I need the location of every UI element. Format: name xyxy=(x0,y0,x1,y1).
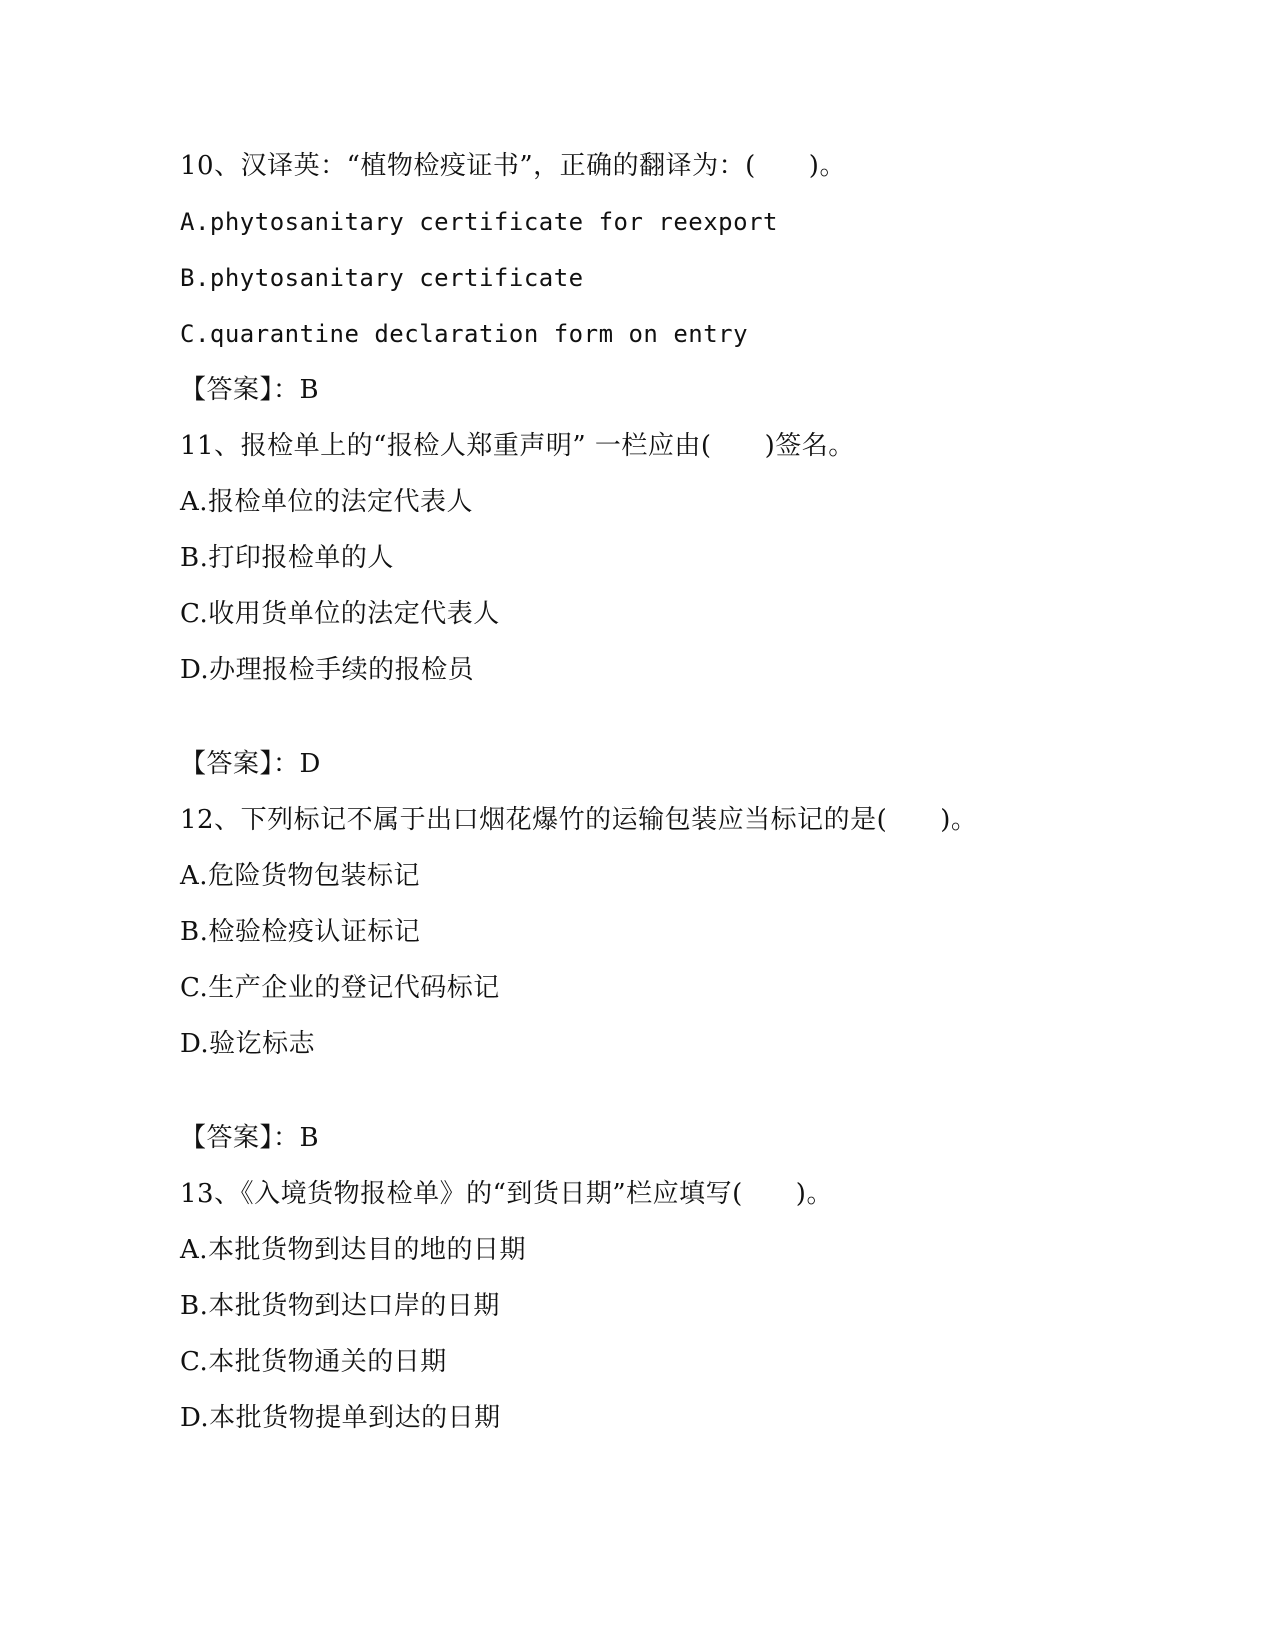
question-10-option-c: C.quarantine declaration form on entry xyxy=(180,320,749,348)
spacer xyxy=(180,1072,1100,1110)
question-13-option-a: A.本批货物到达目的地的日期 xyxy=(180,1235,527,1265)
question-12-option-a: A.危险货物包装标记 xyxy=(180,861,421,891)
question-10-option-a: A.phytosanitary certificate for reexport xyxy=(180,208,778,236)
question-10-option-b: B.phytosanitary certificate xyxy=(180,264,584,292)
spacer xyxy=(180,698,1100,736)
question-13-option-d: D.本批货物提单到达的日期 xyxy=(180,1403,501,1433)
question-12-option-d: D.验讫标志 xyxy=(180,1029,316,1059)
question-10-answer: 【答案】：B xyxy=(180,375,320,405)
question-11-option-c: C.收用货单位的法定代表人 xyxy=(180,599,500,629)
question-11-option-a: A.报检单位的法定代表人 xyxy=(180,487,474,517)
question-13-option-c: C.本批货物通关的日期 xyxy=(180,1347,447,1377)
question-11-option-d: D.办理报检手续的报检员 xyxy=(180,655,475,685)
question-11-stem: 11、报检单上的“报检人郑重声明” 一栏应由( )签名。 xyxy=(180,431,855,461)
question-12-stem: 12、下列标记不属于出口烟花爆竹的运输包装应当标记的是( )。 xyxy=(180,805,978,835)
question-13-option-b: B.本批货物到达口岸的日期 xyxy=(180,1291,500,1321)
document-page xyxy=(180,138,1100,1446)
question-13-stem: 13、《入境货物报检单》的“到货日期”栏应填写( )。 xyxy=(180,1179,833,1209)
question-12-option-b: B.检验检疫认证标记 xyxy=(180,917,421,947)
question-11-option-b: B.打印报检单的人 xyxy=(180,543,394,573)
question-12-option-c: C.生产企业的登记代码标记 xyxy=(180,973,500,1003)
question-10-stem: 10、汉译英：“植物检疫证书”，正确的翻译为：( )。 xyxy=(180,151,846,181)
question-11-answer: 【答案】：D xyxy=(180,749,321,779)
question-12-answer: 【答案】：B xyxy=(180,1123,320,1153)
